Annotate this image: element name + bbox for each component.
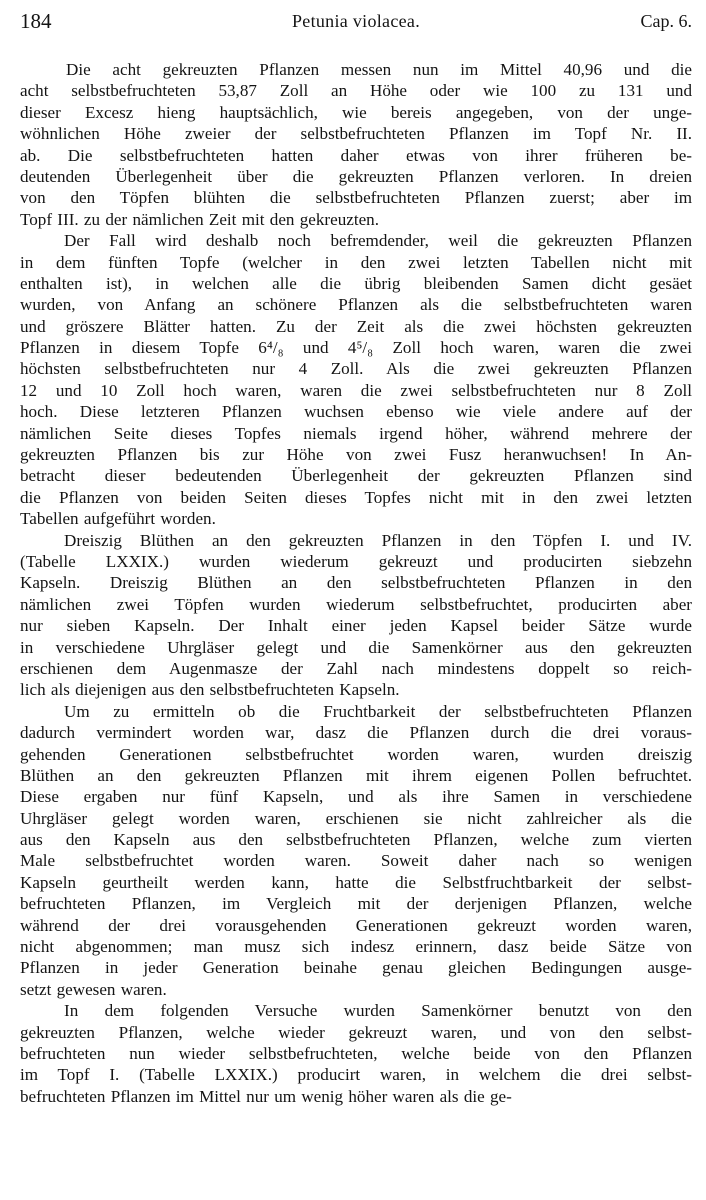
text-line: gehenden Generationen selbstbefruchtet worden waren, wurden dreiszig [20, 744, 692, 764]
text-line: nur sieben Kapseln. Der Inhalt einer jeden Kapsel beider Sätze wurde [20, 616, 692, 636]
paragraph [20, 1000, 692, 1107]
running-title: Petunia violacea. [291, 11, 421, 31]
text-line: (Tabelle LXXIX.) wurden wiederum gekreuzt und producirten siebzehn [20, 551, 692, 571]
text-line: Kapseln geurtheilt werden kann, hatte die Selbstfruchtbarkeit der selbst- [20, 872, 692, 892]
paragraph [20, 59, 692, 230]
text-line: Um zu ermitteln ob die Fruchtbarkeit der selbstbefruchteten Pflanzen [64, 701, 692, 721]
text-line: gekreuzten Pflanzen bis zur Höhe von zwei Fusz heranwuchsen! In An- [20, 445, 692, 465]
text-line: acht selbstbefruchteten 53,87 Zoll an Höhe oder wie 100 zu 131 und [20, 81, 692, 101]
text-line: in verschiedene Uhrgläser gelegt und die Samenkörner aus den gekreuzten [20, 637, 692, 657]
text-line: befruchteten nun wieder selbstbefruchteten, welche beide von den Pflanzen [20, 1043, 692, 1063]
text-line: Die acht gekreuzten Pflanzen messen nun im Mittel 40,96 und die [66, 60, 692, 79]
text-line: nämlichen zwei Töpfen wurden wiederum selbstbefruchtet, producirten aber [20, 594, 692, 614]
text-line: hoch. Diese letzteren Pflanzen wuchsen ebenso wie viele andere auf der [20, 402, 692, 422]
text-line: Tabellen aufgeführt worden. [20, 509, 216, 529]
text-line: wurden, von Anfang an schönere Pflanzen als die selbstbefruchteten waren [20, 295, 692, 315]
text-line: setzt gewesen waren. [20, 979, 167, 999]
text-line: Kapseln. Dreiszig Blüthen an den selbstbefruchteten Pflanzen in den [20, 573, 692, 593]
text-line: Dreiszig Blüthen an den gekreuzten Pflanzen in den Töpfen I. und IV. [64, 530, 692, 550]
text-line: im Topf I. (Tabelle LXXIX.) producirt waren, in welchem die drei selbst- [20, 1065, 692, 1085]
text-line: lich als diejenigen aus den selbstbefruchteten Kapseln. [20, 680, 400, 700]
text-line: nämlichen Seite dieses Topfes niemals irgend höher, während mehrere der [20, 423, 692, 443]
text-line: In dem folgenden Versuche wurden Samenkörner benutzt von den [64, 1001, 692, 1021]
paragraph [20, 530, 692, 701]
text-line: Pflanzen in jeder Generation beinahe genau gleichen Bedingungen ausge- [20, 958, 692, 978]
text-line: höchsten selbstbefruchteten nur 4 Zoll. Als die zwei gekreuzten Pflanzen [20, 359, 692, 379]
text-line: und gröszere Blätter hatten. Zu der Zeit als die zwei höchsten gekreuzten [20, 316, 692, 336]
text-line: Diese ergaben nur fünf Kapseln, und als ihre Samen in verschiedene [20, 787, 692, 807]
text-line: in dem fünften Topfe (welcher in den zwei letzten Tabellen nicht mit [20, 252, 692, 272]
text-line: aus den Kapseln aus den selbstbefruchteten Pflanzen, welche zum vierten [20, 830, 692, 850]
chapter-label: Cap. 6. [640, 11, 692, 31]
text-line: von den Töpfen blühten die selbstbefruchteten Pflanzen zuerst; aber im [20, 188, 692, 208]
text-line: Pflanzen in diesem Topfe 6⁴/₈ und 4⁵/₈ Zoll hoch waren, waren die zwei [20, 338, 692, 358]
text-line: dieser Excesz hieng hauptsächlich, wie bereis angegeben, von der unge- [20, 102, 692, 122]
text-line: 12 und 10 Zoll hoch waren, waren die zwei selbstbefruchteten nur 8 Zoll [20, 380, 692, 400]
paragraph [20, 701, 692, 1000]
text-line: erschienen dem Augenmasze der Zahl nach mindestens doppelt so reich- [20, 658, 692, 678]
text-line: betracht dieser bedeutenden Überlegenheit der gekreuzten Pflanzen sind [20, 466, 692, 486]
page-number: 184 [20, 9, 52, 33]
text-line: enthalten ist), in welchen alle die übrig bleibenden Samen dicht gesäet [20, 273, 692, 293]
text-line: während der drei vorausgehenden Generationen gekreuzt worden waren, [20, 915, 692, 935]
text-line: Der Fall wird deshalb noch befremdender, weil die gekreuzten Pflanzen [64, 231, 692, 251]
body-text [20, 59, 692, 1107]
text-line: ab. Die selbstbefruchteten hatten daher etwas von ihrer früheren be- [20, 145, 692, 165]
page-header [20, 6, 692, 36]
text-line: deutenden Überlegenheit über die gekreuzten Pflanzen verloren. In dreien [20, 166, 692, 186]
text-line: befruchteten Pflanzen, im Vergleich mit der derjenigen Pflanzen, welche [20, 894, 692, 914]
text-line: wöhnlichen Höhe zweier der selbstbefruchteten Pflanzen im Topf Nr. II. [20, 124, 692, 144]
text-line: Topf III. zu der nämlichen Zeit mit den gekreuzten. [20, 209, 379, 229]
text-line: Uhrgläser gelegt worden waren, erschienen sie nicht zahlreicher als die [20, 808, 692, 828]
text-line: Blüthen an den gekreuzten Pflanzen mit ihrem eigenen Pollen befruchtet. [20, 765, 692, 785]
text-line: befruchteten Pflanzen im Mittel nur um wenig höher waren als die ge- [20, 1086, 512, 1106]
text-line: dadurch vermindert worden war, dasz die Pflanzen durch die drei voraus- [20, 723, 692, 743]
text-line: gekreuzten Pflanzen, welche wieder gekreuzt waren, und von den selbst- [20, 1022, 692, 1042]
text-line: Male selbstbefruchtet worden waren. Soweit daher nach so wenigen [20, 851, 692, 871]
text-line: nicht abgenommen; man musz sich indesz erinnern, dasz beide Sätze von [20, 937, 692, 957]
paragraph [20, 230, 692, 529]
text-line: die Pflanzen von beiden Seiten dieses Topfes nicht mit in den zwei letzten [20, 487, 692, 507]
